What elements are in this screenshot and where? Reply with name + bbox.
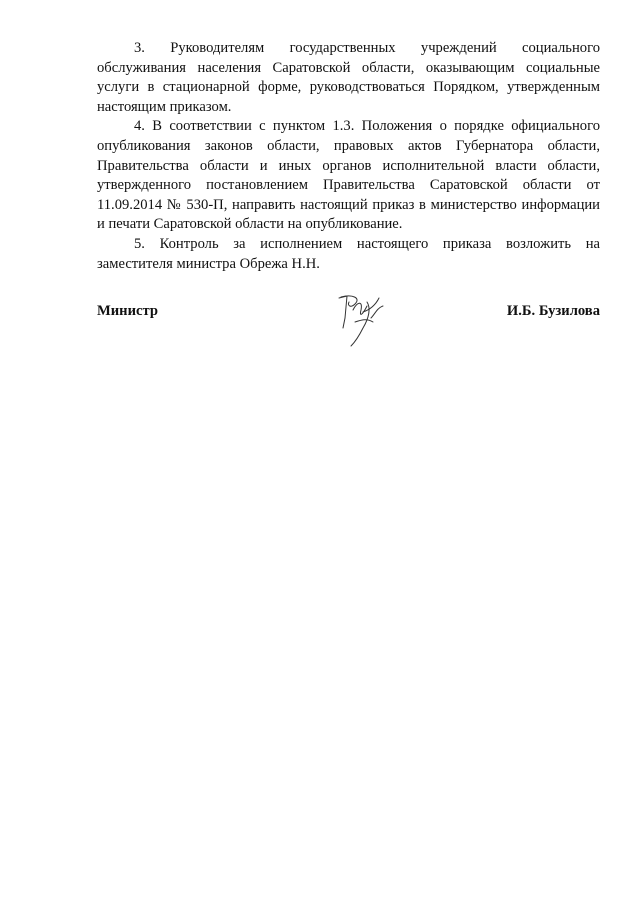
handwritten-signature xyxy=(333,288,393,348)
signature-block xyxy=(97,300,600,360)
document-body xyxy=(97,39,600,274)
signatory-position: Министр xyxy=(97,303,158,319)
signatory-name: И.Б. Бузилова xyxy=(506,303,600,319)
paragraph-5: 5. Контроль за исполнением настоящего приказа возложить на заместителя министра Обрежа Н.Н. xyxy=(97,235,600,272)
paragraph-3: 3. Руководителям государственных учреждений социального обслуживания населения Саратовской области, оказывающим социальные услуги в стационарной форме, руководствоваться Порядком, утвержденным настоящим приказом. xyxy=(97,40,600,115)
paragraph-4: 4. В соответствии с пунктом 1.3. Положения о порядке официального опубликования законов области, правовых актов Губернатора области, Правительства области и иных органов исполнительной власти области, утвержденного постановлением Правительства Саратовской области от 11.09.2014 № 530-П, направить настоящий приказ в министерство информации и печати Саратовской области на опубликование. xyxy=(97,118,600,233)
